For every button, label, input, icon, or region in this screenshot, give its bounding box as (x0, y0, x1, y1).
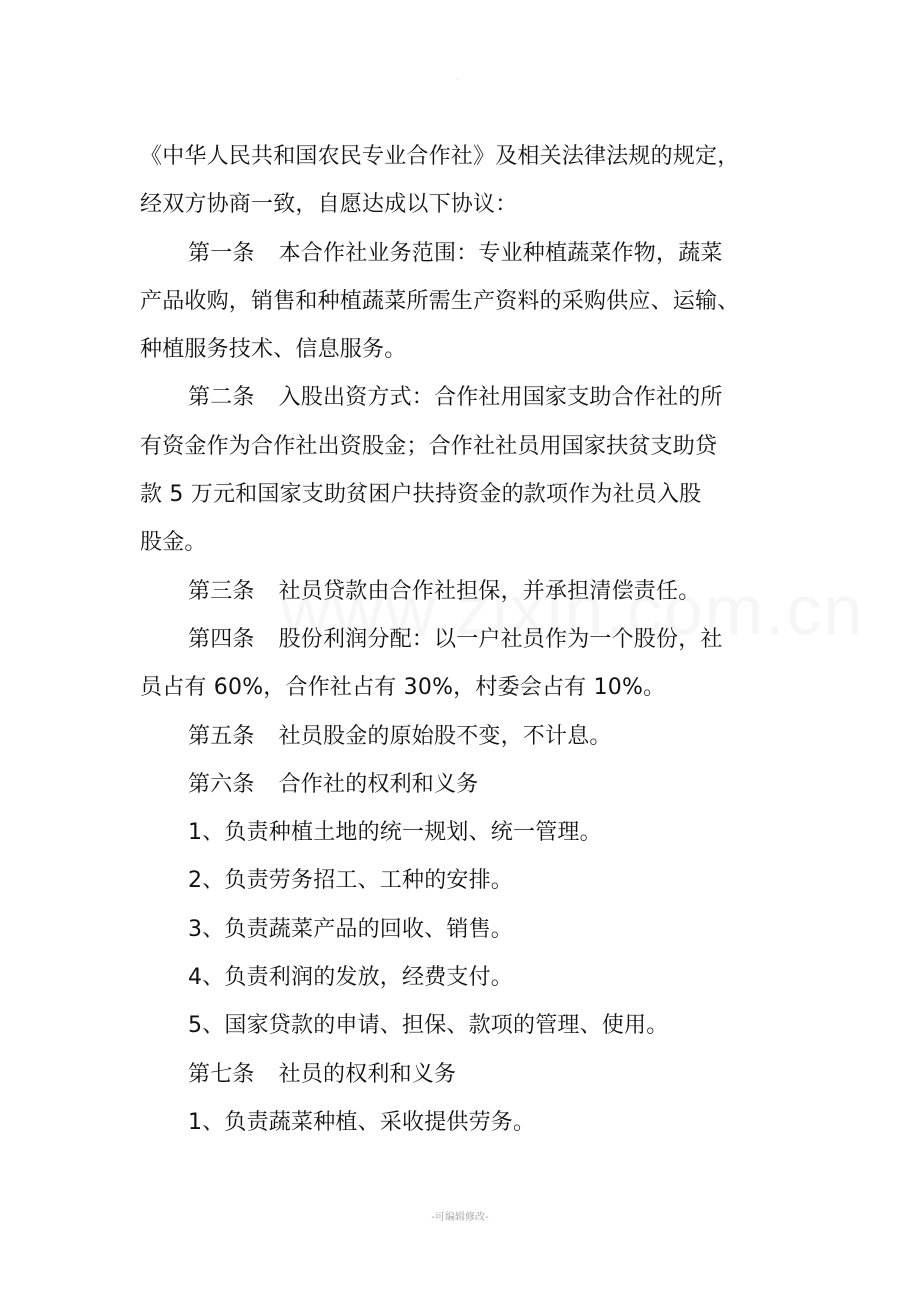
text-line (140, 326, 788, 374)
text-line (140, 664, 788, 712)
line-text: 款 5 万元和国家支助贫困户扶持资金的款项作为社员入股 (140, 482, 702, 508)
text-line (140, 471, 788, 519)
line-text: 有资金作为合作社出资股金；合作社社员用国家扶贫支助贷 (140, 433, 718, 459)
text-line (140, 954, 788, 1002)
line-text: 合作社的权利和义务 (278, 771, 479, 797)
article-label: 第一条 (188, 240, 255, 266)
text-line (140, 616, 788, 664)
line-text: 股金。 (140, 530, 207, 556)
text-line (140, 519, 788, 567)
text-line (140, 133, 788, 181)
line-text: 《中华人民共和国农民专业合作社》及相关法律法规的规定， (140, 144, 740, 169)
text-line (140, 230, 788, 278)
page-footer: -可编辑修改- (431, 1212, 489, 1223)
line-text: 1、负责种植土地的统一规划、统一管理。 (188, 820, 602, 846)
text-line (140, 278, 788, 326)
document-body (140, 133, 788, 1147)
article-label: 第三条 (188, 578, 255, 604)
text-line (140, 1051, 788, 1099)
article-label: 第二条 (188, 385, 255, 411)
line-text: 种植服务技术、信息服务。 (140, 337, 407, 363)
line-text: 入股出资方式：合作社用国家支助合作社的所 (278, 385, 723, 411)
line-text: 本合作社业务范围：专业种植蔬菜作物，蔬菜 (278, 240, 723, 266)
line-text: 股份利润分配：以一户社员作为一个股份，社 (278, 626, 723, 652)
text-line (140, 1099, 788, 1147)
text-line (140, 423, 788, 471)
article-label: 第六条 (188, 771, 255, 797)
line-text: 4、负责利润的发放，经费支付。 (188, 965, 513, 991)
line-text: 3、负责蔬菜产品的回收、销售。 (188, 916, 513, 942)
line-text: 2、负责劳务招工、工种的安排。 (188, 868, 513, 894)
line-text: 员占有 60%，合作社占有 30%，村委会占有 10%。 (140, 675, 666, 701)
line-text: 社员贷款由合作社担保，并承担清偿责任。 (278, 578, 701, 604)
text-line (140, 568, 788, 616)
article-label: 第五条 (188, 723, 255, 749)
line-text: 社员的权利和义务 (278, 1061, 457, 1087)
line-text: 5、国家贷款的申请、担保、款项的管理、使用。 (188, 1013, 669, 1039)
text-line (140, 181, 788, 229)
text-line (140, 713, 788, 761)
text-line (140, 1002, 788, 1050)
line-text: 社员股金的原始股不变，不计息。 (278, 723, 612, 749)
line-text: 产品收购，销售和种植蔬菜所需生产资料的采购供应、运输、 (140, 288, 740, 314)
text-line (140, 857, 788, 905)
text-line (140, 809, 788, 857)
article-label: 第四条 (188, 626, 255, 652)
top-mark: . (456, 72, 459, 82)
text-line (140, 906, 788, 954)
line-text: 经双方协商一致，自愿达成以下协议： (140, 192, 518, 218)
line-text: 1、负责蔬菜种植、采收提供劳务。 (188, 1109, 536, 1135)
article-label: 第七条 (188, 1061, 255, 1087)
text-line (140, 761, 788, 809)
text-line (140, 374, 788, 422)
